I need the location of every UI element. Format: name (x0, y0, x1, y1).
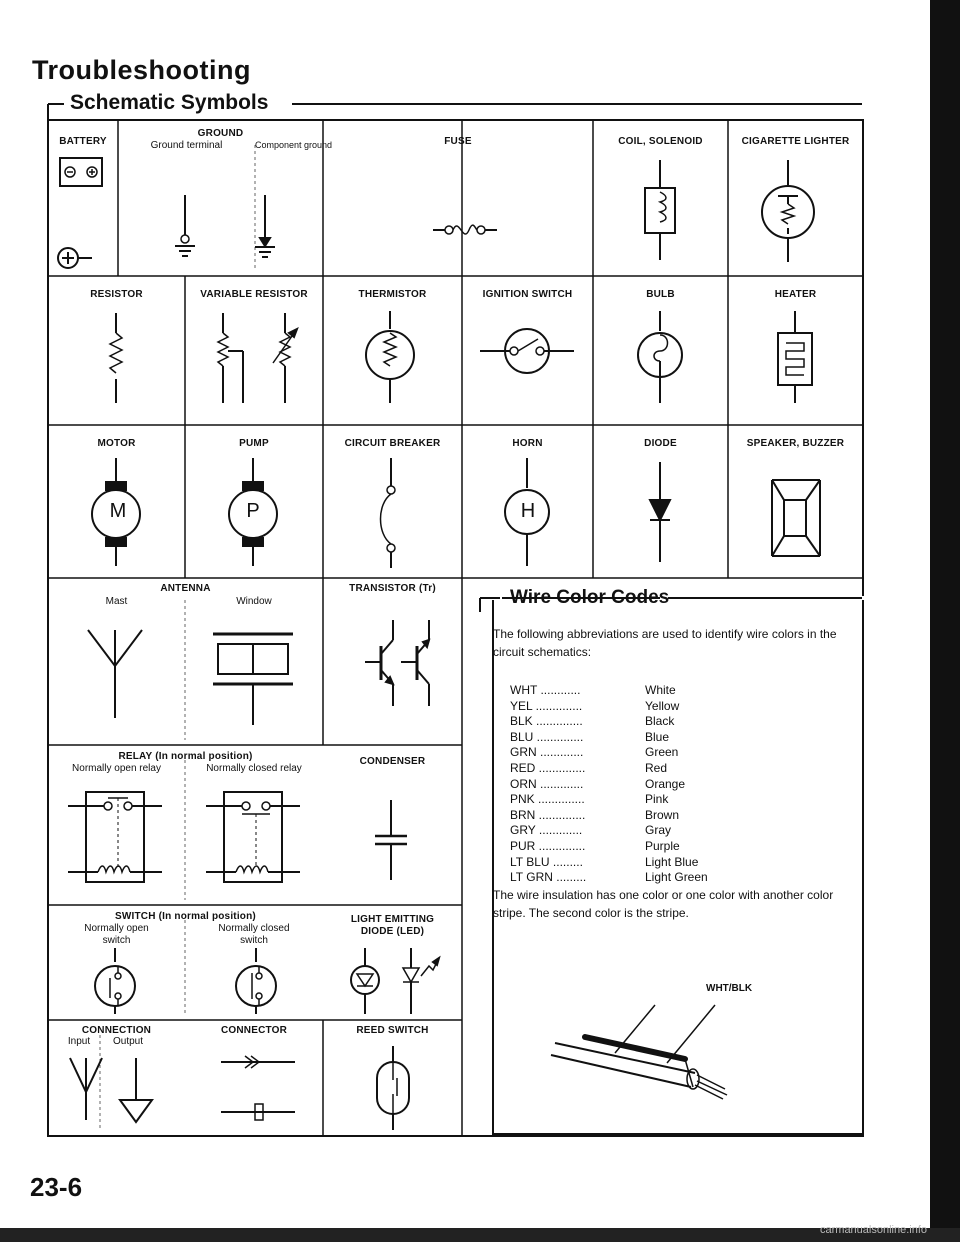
antenna-label: ANTENNA (160, 583, 211, 594)
wire-color-intro: The following abbreviations are used to identify wire colors in the circuit schematics: (493, 627, 837, 659)
ignition-switch-icon (462, 303, 593, 423)
transistor-icon (323, 600, 462, 740)
ground-terminal-label: Ground terminal (150, 140, 223, 151)
diode-label: DIODE (644, 438, 677, 449)
list-item: BLK .............. Black (510, 714, 675, 729)
input-label: Input (67, 1036, 91, 1047)
motor-label: MOTOR (97, 438, 136, 449)
reed-switch-icon (323, 1040, 462, 1134)
circuit-breaker-icon (323, 452, 462, 576)
footer-watermark: carmanualsonline.info (820, 1224, 928, 1236)
wire-illustration (545, 995, 745, 1105)
list-item: RED .............. Red (510, 760, 668, 775)
list-item: ORN ............. Orange (510, 776, 686, 791)
bulb-icon (593, 303, 728, 423)
cigarette-lighter-label: CIGARETTE LIGHTER (741, 136, 850, 147)
list-item: BRN .............. Brown (510, 807, 680, 822)
heater-icon (728, 303, 863, 423)
output-label: Output (112, 1036, 144, 1047)
battery-icon (48, 150, 118, 275)
thermistor-label: THERMISTOR (358, 289, 427, 300)
relay-open-label: Normally open relay (72, 763, 161, 774)
speaker-icon (728, 452, 863, 576)
connection-icon (48, 1050, 185, 1134)
thermistor-icon (323, 303, 462, 423)
relay-label: RELAY (In normal position) (118, 751, 253, 762)
window-label: Window (236, 596, 272, 607)
page-number: 23-6 (30, 1172, 83, 1202)
led-label-2: DIODE (LED) (360, 926, 425, 937)
coil-solenoid-icon (593, 150, 728, 275)
horn-label: HORN (512, 438, 543, 449)
ignition-switch-label: IGNITION SWITCH (482, 289, 573, 300)
condenser-icon (323, 770, 462, 900)
connector-label: CONNECTOR (220, 1025, 288, 1036)
list-item: LT GRN ......... Light Green (510, 870, 708, 885)
relay-icon (48, 778, 323, 903)
reed-switch-label: REED SWITCH (356, 1025, 429, 1036)
switch-icon (48, 948, 323, 1018)
list-item: GRY ............. Gray (510, 823, 672, 838)
connector-icon (185, 1040, 323, 1134)
switch-open-label-2: switch (102, 935, 131, 946)
resistor-label: RESISTOR (90, 289, 143, 300)
condenser-label: CONDENSER (359, 756, 426, 767)
battery-label: BATTERY (59, 136, 107, 147)
bulb-label: BULB (646, 289, 675, 300)
mast-label: Mast (105, 596, 128, 607)
list-item: BLU .............. Blue (510, 729, 670, 744)
speaker-buzzer-label: SPEAKER, BUZZER (746, 438, 845, 449)
pump-letter: P (246, 500, 260, 522)
list-item: YEL .............. Yellow (510, 698, 680, 713)
list-item: WHT ............ White (510, 683, 676, 697)
transistor-label: TRANSISTOR (Tr) (349, 583, 436, 594)
horn-letter: H (520, 500, 536, 522)
wire-color-list (510, 683, 708, 886)
wire-color-outro: The wire insulation has one color or one color with another color stripe. The second color is the stripe. (493, 888, 834, 920)
switch-closed-label-2: switch (240, 935, 268, 946)
list-item: GRN ............. Green (510, 745, 679, 760)
fuse-icon (323, 150, 593, 275)
page-title: Troubleshooting (32, 55, 251, 85)
list-item: LT BLU ......... Light Blue (510, 854, 699, 869)
list-item: PUR .............. Purple (510, 838, 680, 853)
diode-icon (593, 452, 728, 576)
wire-color-title: Wire Color Codes (510, 587, 670, 608)
relay-closed-label: Normally closed relay (206, 763, 302, 774)
antenna-icon (48, 610, 323, 742)
fuse-label: FUSE (444, 136, 472, 147)
wire-example-label: WHT/BLK (706, 983, 753, 994)
pump-label: PUMP (239, 438, 269, 449)
switch-closed-label-1: Normally closed (218, 923, 290, 934)
component-ground-label: Component ground (255, 140, 333, 150)
motor-letter: M (109, 500, 127, 522)
circuit-breaker-label: CIRCUIT BREAKER (344, 438, 441, 449)
variable-resistor-label: VARIABLE RESISTOR (200, 289, 308, 300)
led-label-1: LIGHT EMITTING (350, 914, 435, 925)
coil-solenoid-label: COIL, SOLENOID (618, 136, 703, 147)
section-subtitle: Schematic Symbols (70, 91, 269, 114)
switch-open-label-1: Normally open (84, 923, 149, 934)
list-item: PNK .............. Pink (510, 792, 669, 807)
resistor-icon (48, 303, 185, 423)
led-icon (323, 940, 462, 1018)
ground-icon (118, 150, 323, 275)
cigarette-lighter-icon (728, 150, 863, 275)
switch-label: SWITCH (In normal position) (115, 911, 256, 922)
heater-label: HEATER (774, 289, 817, 300)
connection-label: CONNECTION (81, 1025, 152, 1036)
ground-label: GROUND (197, 128, 244, 139)
variable-resistor-icon (185, 303, 323, 423)
